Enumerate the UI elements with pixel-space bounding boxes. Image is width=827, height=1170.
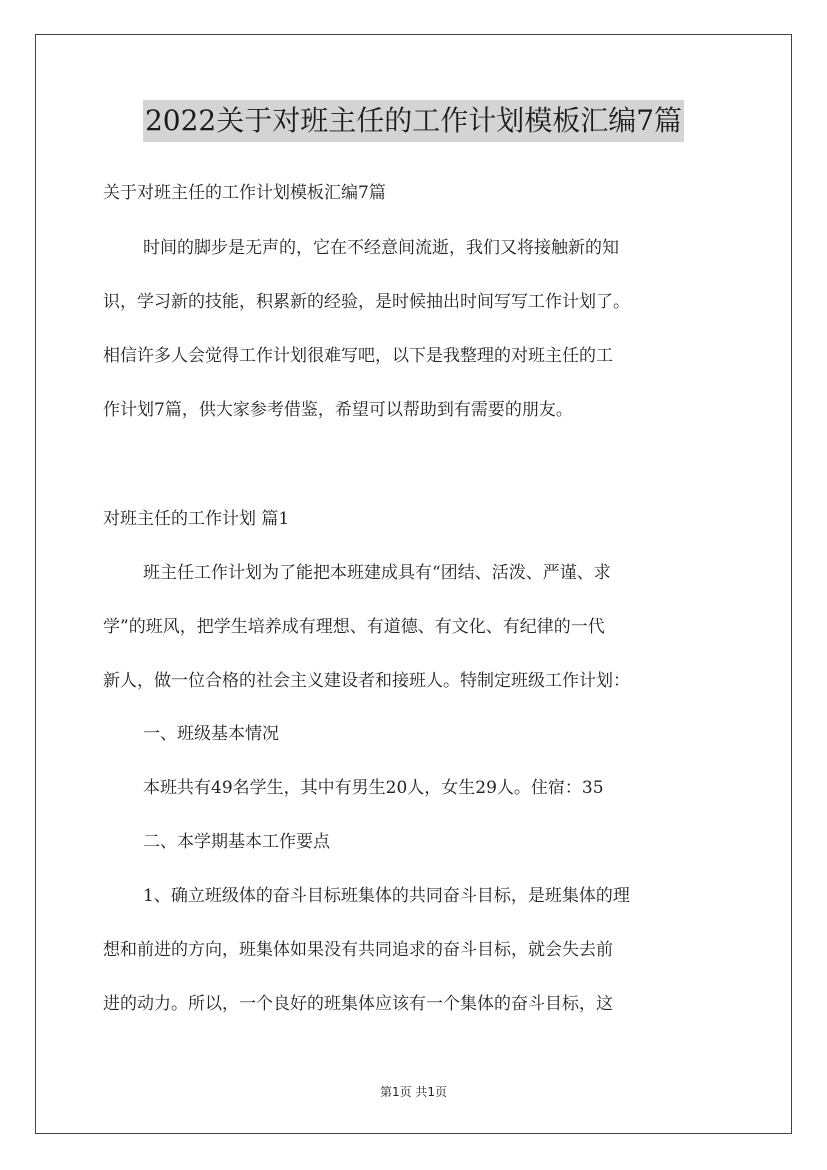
- paragraph-line: 1、确立班级体的奋斗目标班集体的共同奋斗目标，是班集体的理: [143, 886, 630, 906]
- page-footer: 第1页 共1页: [379, 1085, 448, 1099]
- paragraph-line: 学”的班风，把学生培养成有理想、有道德、有文化、有纪律的一代: [103, 617, 605, 637]
- subtitle-line: 关于对班主任的工作计划模板汇编7篇: [103, 183, 386, 203]
- paragraph-line: 进的动力。所以，一个良好的班集体应该有一个集体的奋斗目标，这: [103, 994, 613, 1014]
- paragraph-line: 想和前进的方向，班集体如果没有共同追求的奋斗目标，就会失去前: [103, 940, 613, 960]
- subsection-heading: 二、本学期基本工作要点: [143, 832, 330, 852]
- paragraph-line: 相信许多人会觉得工作计划很难写吧，以下是我整理的对班主任的工: [103, 346, 613, 366]
- document-title: 2022关于对班主任的工作计划模板汇编7篇: [143, 100, 684, 142]
- paragraph-line: 作计划7篇，供大家参考借鉴，希望可以帮助到有需要的朋友。: [103, 400, 573, 420]
- paragraph-line: 班主任工作计划为了能把本班建成具有“团结、活泼、严谨、求: [143, 563, 611, 583]
- title-container: [0, 100, 827, 142]
- paragraph-line: 识，学习新的技能，积累新的经验，是时候抽出时间写写工作计划了。: [103, 292, 630, 312]
- section-heading: 对班主任的工作计划 篇1: [103, 509, 290, 529]
- subsection-heading: 一、班级基本情况: [143, 724, 279, 744]
- paragraph-line: 时间的脚步是无声的，它在不经意间流逝，我们又将接触新的知: [143, 238, 619, 258]
- paragraph-line: 本班共有49名学生，其中有男生20人，女生29人。住宿：35: [143, 778, 604, 798]
- paragraph-line: 新人，做一位合格的社会主义建设者和接班人。特制定班级工作计划：: [103, 671, 630, 691]
